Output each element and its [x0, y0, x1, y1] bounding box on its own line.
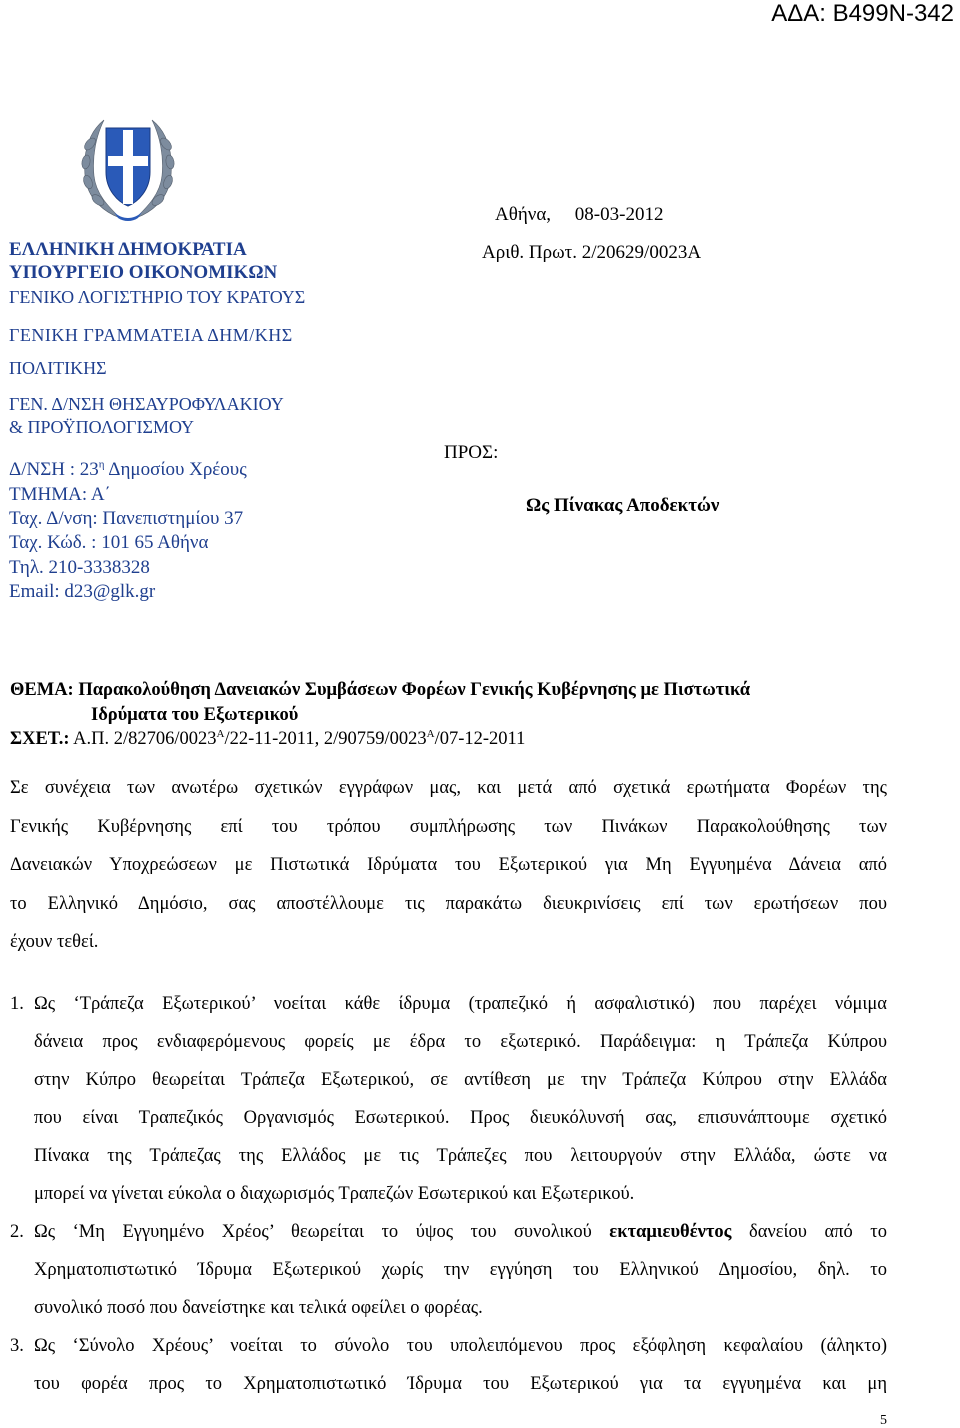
sender-phone: Τηλ. 210-3338328	[9, 557, 150, 578]
reference: ΣΧΕΤ.: Α.Π. $2/82706/0023^A/22-11-2011$, $2/90759/0023^A/07-12-2011$	[10, 727, 526, 749]
item-1-line: που είναι Τραπεζικός Οργανισμός Εσωτερικού. Προς διευκόλυνσή σας, επισυνάπτουμε σχετικό	[34, 1108, 887, 1128]
sender-budget: & ΠΡΟΫΠΟΛΟΓΙΣΜΟΥ	[9, 417, 195, 437]
item-1-line: στην Κύπρο θεωρείται Τράπεζα Εξωτερικού, σε αντίθεση με την Τράπεζα Κύπρου στην Ελλάδα	[34, 1070, 887, 1090]
sender-postcode: Ταχ. Κώδ. : 101 65 Αθήνα	[9, 532, 209, 553]
sender-ministry: ΥΠΟΥΡΓΕΙΟ ΟΙΚΟΝΟΜΙΚΩΝ	[9, 262, 278, 283]
sender-country: ΕΛΛΗΝΙΚΗ ΔΗΜΟΚΡΑΤΙΑ	[9, 239, 247, 260]
subject-line-1: ΘΕΜΑ: Παρακολούθηση Δανειακών Συμβάσεων Φορέων Γενικής Κυβέρνησης με Πιστωτικά	[10, 680, 751, 700]
item-2-line: Ως ‘Μη Εγγυημένο Χρέος’ θεωρείται το ύψος του συνολικού εκταμιευθέντος δανείου από το	[34, 1222, 887, 1242]
ada-stamp: ΑΔΑ: Β499Ν-342	[771, 0, 954, 27]
intro-line: έχουν τεθεί.	[10, 932, 99, 952]
item-1-line: Πίνακα της Τράπεζας της Ελλάδος με τις Τράπεζες που λειτουργούν στην Ελλάδα, ώστε να	[34, 1146, 887, 1166]
item-1-line: δάνεια προς ενδιαφερόμενους φορείς με έδρα το εξωτερικό. Παράδειγμα: η Τράπεζα Κύπρου	[34, 1032, 887, 1052]
recipient-label: ΠΡΟΣ:	[444, 442, 499, 463]
intro-line: Γενικής Κυβέρνησης επί του τρόπου συμπλήρωσης των Πινάκων Παρακολούθησης των	[10, 817, 887, 837]
intro-line: το Ελληνικό Δημόσιο, σας αποστέλλουμε τις παρακάτω διευκρινίσεις επί των ερωτήσεων που	[10, 894, 887, 914]
sender-gen-accounting: ΓΕΝΙΚΟ ΛΟΓΙΣΤΗΡΙΟ ΤΟΥ ΚΡΑΤΟΥΣ	[9, 287, 306, 307]
recipient-value: Ως Πίνακας Αποδεκτών	[526, 495, 720, 516]
sender-department: ΤΜΗΜΑ: Α΄	[9, 484, 111, 505]
item-3-line: Ως ‘Σύνολο Χρέους’ νοείται το σύνολο του υπολειπόμενου προς εξόφληση κεφαλαίου (άληκτο)	[34, 1336, 887, 1356]
hellenic-coat-of-arms-icon	[76, 110, 180, 222]
sender-email: Email: d23@glk.gr	[9, 581, 156, 602]
item-2-line: συνολικό ποσό που δανείστηκε και τελικά οφείλει ο φορέας.	[34, 1298, 483, 1318]
sender-gen-secretariat: ΓΕΝΙΚΗ ΓΡΑΜΜΑΤΕΙΑ ΔΗΜ/ΚΗΣ	[9, 325, 293, 345]
sender-policy: ΠΟΛΙΤΙΚΗΣ	[9, 358, 107, 378]
item-1-line: Ως ‘Τράπεζα Εξωτερικού’ νοείται κάθε ίδρυμα (τραπεζικό ή ασφαλιστικό) που παρέχει νόμιμα	[34, 994, 887, 1014]
protocol-number: Αριθ. Πρωτ. 2/20629/0023Α	[482, 242, 702, 263]
item-1-line: μπορεί να γίνεται εύκολα ο διαχωρισμός Τραπεζών Εσωτερικού και Εξωτερικού.	[34, 1184, 635, 1204]
page-number: 5	[880, 1413, 887, 1428]
place-date: Αθήνα, 08-03-2012	[495, 204, 664, 225]
item-number: 1.	[10, 994, 24, 1014]
intro-line: Σε συνέχεια των ανωτέρω σχετικών εγγράφων μας, και μετά από σχετικά ερωτήματα Φορέων της	[10, 778, 887, 798]
sender-directorate: Δ/ΝΣΗ : $23^\eta$ Δημοσίου Χρέους	[9, 458, 247, 480]
item-number: 3.	[10, 1336, 24, 1356]
sender-address: Ταχ. Δ/νση: Πανεπιστημίου 37	[9, 508, 244, 529]
item-3-line: του φορέα προς το Χρηματοπιστωτικό Ίδρυμα του Εξωτερικού για τα εγγυημένα και μη	[34, 1374, 887, 1394]
item-2-line: Χρηματοπιστωτικό Ίδρυμα Εξωτερικού χωρίς την εγγύηση του Ελληνικού Δημοσίου, δηλ. το	[34, 1260, 887, 1280]
intro-line: Δανειακών Υποχρεώσεων με Πιστωτικά Ιδρύματα του Εξωτερικού για Μη Εγγυημένα Δάνεια από	[10, 855, 887, 875]
sender-gen-directorate: ΓΕΝ. Δ/ΝΣΗ ΘΗΣΑΥΡΟΦΥΛΑΚΙΟΥ	[9, 394, 284, 414]
item-number: 2.	[10, 1222, 24, 1242]
subject-line-2: Ιδρύματα του Εξωτερικού	[91, 705, 299, 725]
